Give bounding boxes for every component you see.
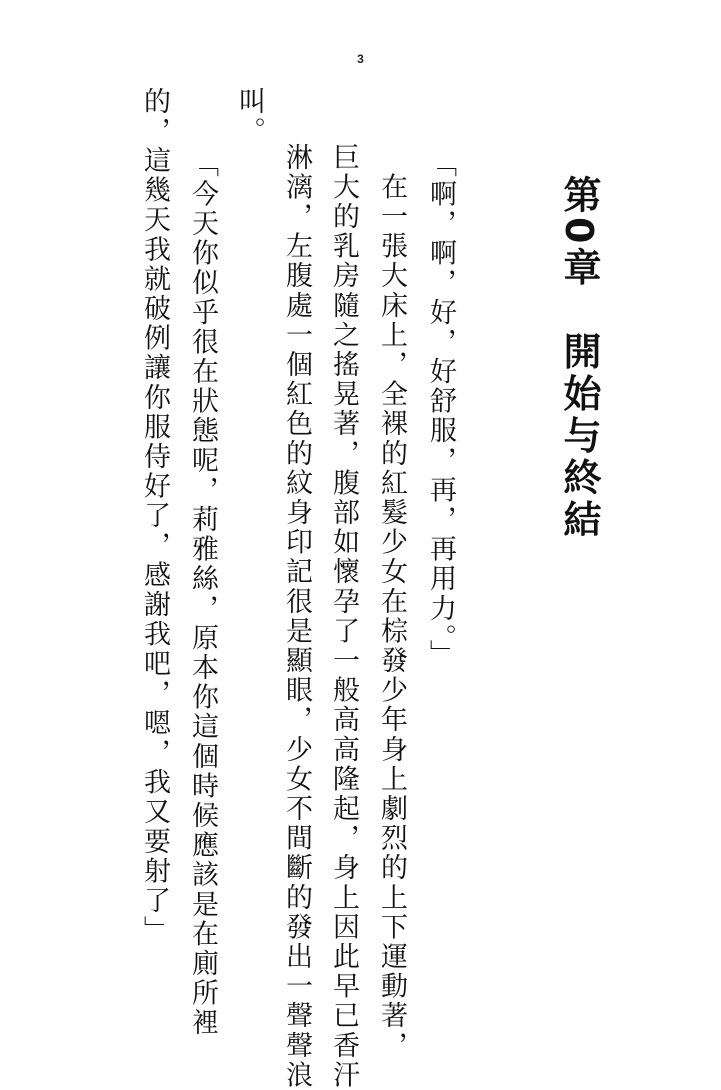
text-line: 「今天你似乎很在狀態呢，莉雅絲，原本你這個時候應該是在廁所裡 [187, 150, 218, 1038]
page-number: 3 [357, 52, 364, 66]
text-line: 巨大的乳房隨之搖晃著，腹部如懷孕了一般高高隆起，身上因此早已香汗 [328, 143, 359, 1090]
text-line: 的，這幾天我就破例讓你服侍好了，感謝我吧，嗯，我又要射了」 [139, 87, 170, 946]
text-line: 淋漓，左腹處一個紅色的紋身印記很是顯眼，少女不間斷的發出一聲聲浪 [281, 143, 312, 1090]
text-line: 「啊，啊，好，好舒服，再，再用力。」 [425, 150, 456, 670]
text-line: 叫。 [234, 87, 265, 147]
chapter-title: 第0章 開始与終結 [557, 175, 601, 542]
text-line: 在一張大床上，全裸的紅髮少女在棕發少年身上劇烈的上下運動著， [376, 143, 407, 1061]
